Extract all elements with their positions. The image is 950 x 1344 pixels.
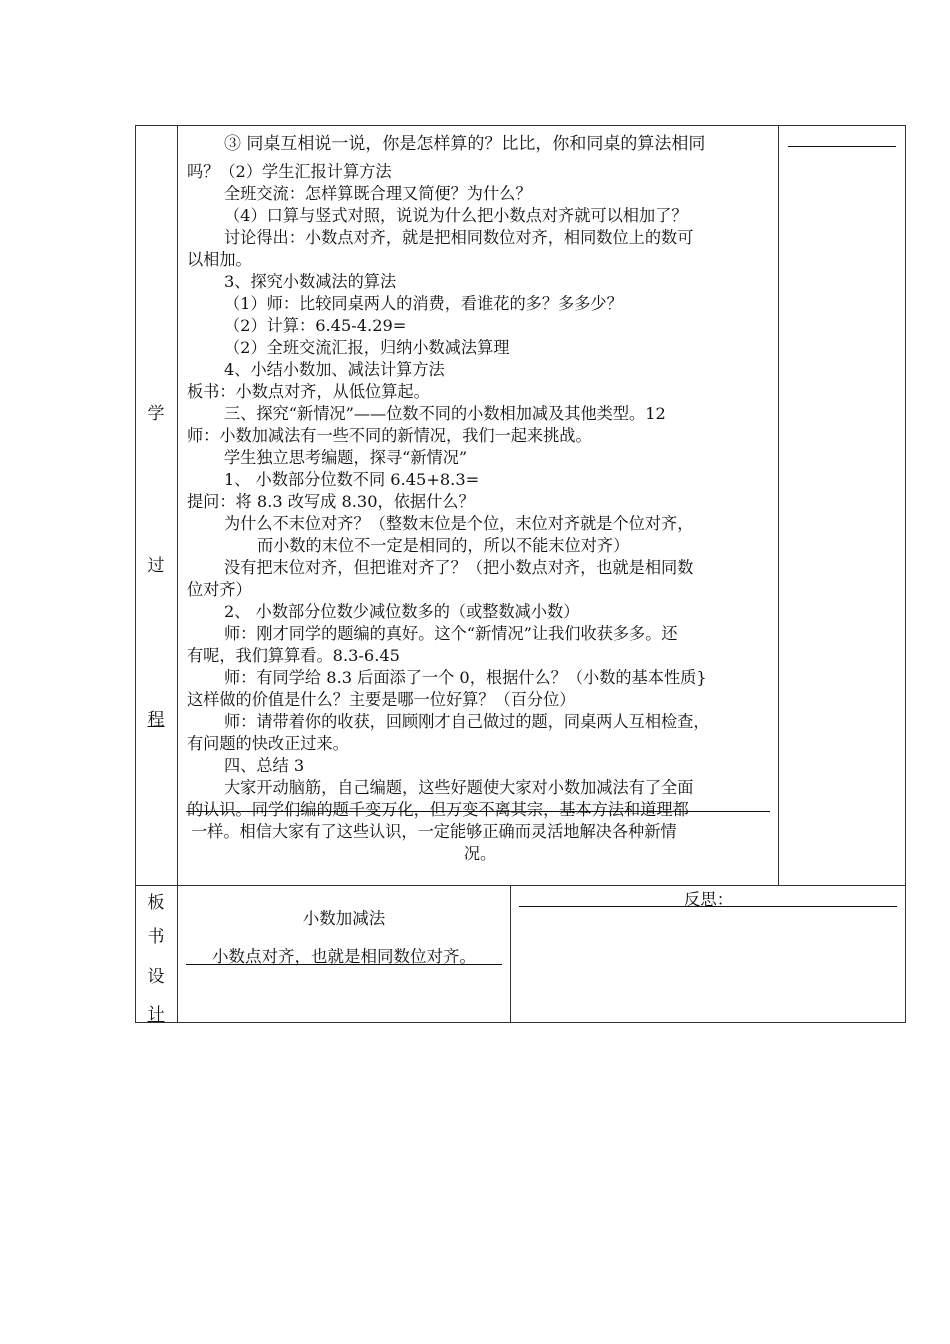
process-line: 的认识。同学们编的题千变万化，但万变不离其宗，基本方法和道理都 <box>187 800 689 819</box>
process-line: 提问：将 8.3 改写成 8.30，依据什么？ <box>187 492 475 511</box>
side-label-char: 学 <box>147 404 165 424</box>
table-divider <box>177 125 178 1023</box>
board-rule <box>186 964 502 965</box>
process-line: 没有把末位对齐，但把谁对齐了？（把小数点对齐，也就是相同数 <box>224 558 694 577</box>
process-line: 板书：小数点对齐，从低位算起。 <box>187 382 430 401</box>
process-line: 2、 小数部分位数少减位数多的（或整数减小数） <box>224 602 580 621</box>
side-label-char: 过 <box>147 556 165 576</box>
process-line: 讨论得出：小数点对齐，就是把相同数位对齐，相同数位上的数可 <box>224 228 694 247</box>
process-line: 大家开动脑筋，自己编题，这些好题使大家对小数加减法有了全面 <box>224 778 694 797</box>
process-line: 为什么不末位对齐？（整数末位是个位，末位对齐就是个位对齐， <box>224 514 694 533</box>
notes-rule <box>788 146 896 147</box>
process-line: （4）口算与竖式对照，说说为什么把小数点对齐就可以相加了？ <box>224 206 688 225</box>
board-content: 小数点对齐，也就是相同数位对齐。 <box>212 947 476 966</box>
process-line: 4、小结小数加、减法计算方法 <box>224 360 445 379</box>
process-line: （2）计算：6.45-4.29= <box>224 316 407 335</box>
process-line: 学生独立思考编题，探寻“新情况” <box>224 448 468 467</box>
process-line: 一样。相信大家有了这些认识，一定能够正确而灵活地解决各种新情 <box>191 822 677 841</box>
process-line: 3、探究小数减法的算法 <box>224 272 397 291</box>
board-label-char: 板 <box>147 893 165 913</box>
process-line: 这样做的价值是什么？主要是哪一位好算？（百分位） <box>187 690 576 709</box>
process-line: 有呢，我们算算看。8.3-6.45 <box>187 646 400 665</box>
process-line: 师：有同学给 8.3 后面添了一个 0，根据什么？（小数的基本性质} <box>224 668 707 687</box>
process-line: 四、总结 3 <box>224 756 305 775</box>
table-divider <box>510 885 511 1023</box>
process-line: 全班交流：怎样算既合理又简便？为什么？ <box>224 184 532 203</box>
process-line: 况。 <box>463 844 497 863</box>
board-label-char: 计 <box>147 1005 165 1025</box>
table-divider <box>778 125 779 885</box>
process-line: 三、探究“新情况”——位数不同的小数相加减及其他类型。12 <box>224 404 666 423</box>
reflection-rule <box>519 906 897 907</box>
board-label-char: 设 <box>147 967 165 987</box>
process-line: 而小数的末位不一定是相同的，所以不能末位对齐） <box>257 536 630 555</box>
process-line: 师：刚才同学的题编的真好。这个“新情况”让我们收获多多。还 <box>224 624 678 643</box>
process-line: 有问题的快改正过来。 <box>187 734 349 753</box>
board-label-char: 书 <box>147 927 165 947</box>
reflection-label: 反思： <box>683 890 734 909</box>
process-line: 以相加。 <box>187 250 252 269</box>
process-line: 位对齐） <box>187 580 252 599</box>
process-end-rule <box>186 811 770 812</box>
side-label-char: 程 <box>147 710 165 730</box>
board-title: 小数加减法 <box>302 909 386 928</box>
process-line: （1）师：比较同桌两人的消费，看谁花的多？多多少？ <box>224 294 623 313</box>
process-line: 师：请带着你的收获，回顾刚才自己做过的题，同桌两人互相检查， <box>224 712 710 731</box>
process-line: ③ 同桌互相说一说，你是怎样算的？比比，你和同桌的算法相同 <box>224 134 706 154</box>
process-line: 师：小数加减法有一些不同的新情况，我们一起来挑战。 <box>187 426 592 445</box>
process-content <box>187 131 773 865</box>
process-line: （2）全班交流汇报，归纳小数减法算理 <box>224 338 510 357</box>
process-line: 1、 小数部分位数不同 6.45+8.3= <box>224 470 480 489</box>
process-line: 吗？（2）学生汇报计算方法 <box>187 162 392 181</box>
